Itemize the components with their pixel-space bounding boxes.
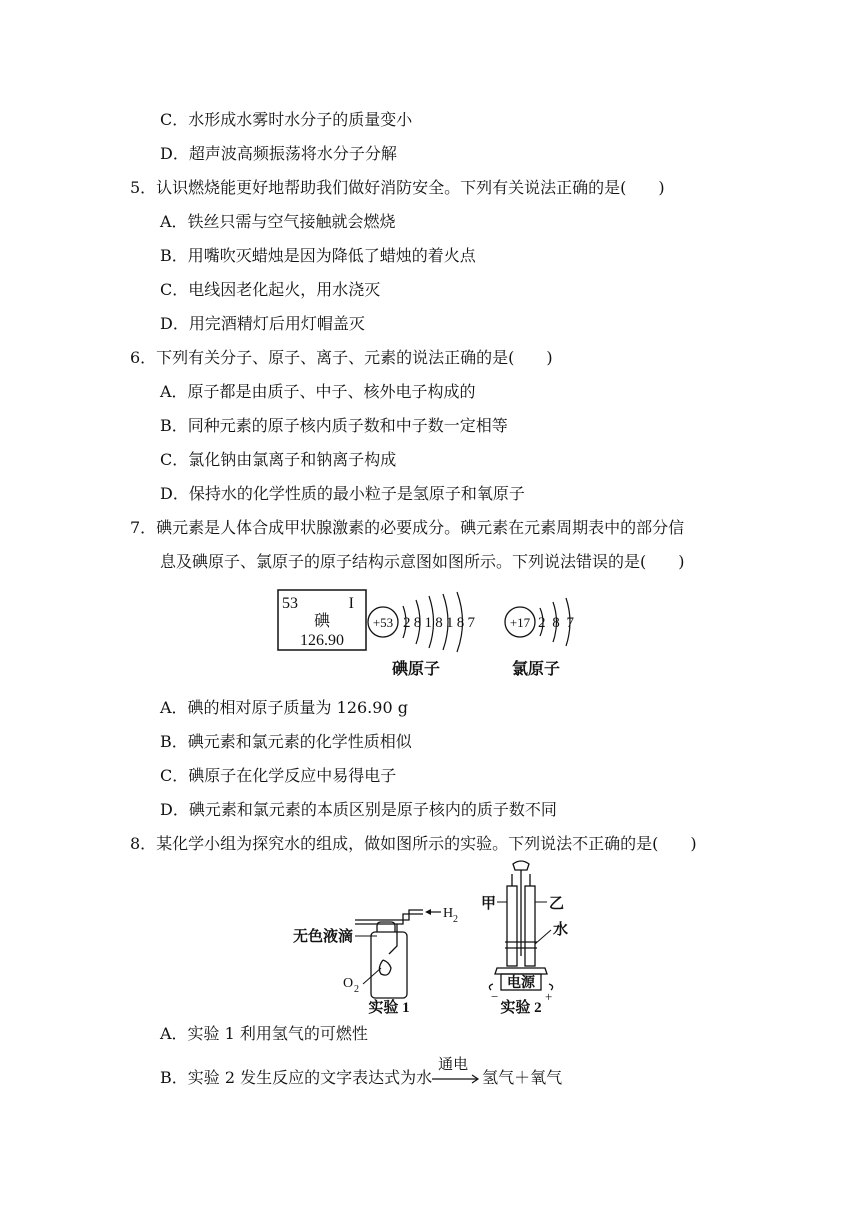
q7-option-b: B．碘元素和氯元素的化学性质相似 bbox=[160, 732, 412, 751]
exp1-o2-subscript: 2 bbox=[354, 984, 359, 995]
q7-stem-line2: 息及碘原子、氯原子的原子结构示意图如图所示。下列说法错误的是( ) bbox=[160, 552, 685, 571]
q4-option-c: C．水形成水雾时水分子的质量变小 bbox=[160, 110, 413, 129]
q8-option-b-suffix: 氢气＋氧气 bbox=[482, 1068, 563, 1087]
q7-option-d: D．碘元素和氯元素的本质区别是原子核内的质子数不同 bbox=[160, 800, 557, 819]
cell-atomic-mass: 126.90 bbox=[300, 632, 344, 649]
cell-element-name: 碘 bbox=[313, 613, 331, 630]
exp1-o2-leader bbox=[363, 968, 381, 984]
exp2-plus-sign: + bbox=[545, 989, 553, 1004]
exp2-minus-sign: − bbox=[491, 989, 499, 1004]
cell-element-symbol: I bbox=[348, 595, 354, 612]
q5-option-b: B．用嘴吹灭蜡烛是因为降低了蜡烛的着火点 bbox=[160, 246, 476, 265]
iodine-caption: 碘原子 bbox=[391, 661, 441, 678]
exp1-caption: 实验 1 bbox=[368, 1000, 410, 1016]
q8-option-b bbox=[160, 1055, 563, 1088]
q5-stem: 5．认识燃烧能更好地帮助我们做好消防安全。下列有关说法正确的是( ) bbox=[130, 178, 665, 197]
exp1-bottle bbox=[355, 910, 423, 998]
exp2-power-label: 电源 bbox=[507, 976, 535, 991]
q6-option-a: A．原子都是由质子、中子、核外电子构成的 bbox=[160, 382, 476, 401]
q8-experiment-figure bbox=[285, 856, 595, 1018]
cell-atomic-number: 53 bbox=[282, 595, 298, 612]
q6-stem: 6．下列有关分子、原子、离子、元素的说法正确的是( ) bbox=[130, 348, 553, 367]
exp1-drop-label: 无色液滴 bbox=[293, 929, 354, 945]
q7-atom-structure-figure bbox=[270, 582, 590, 686]
iodine-shell-arcs bbox=[403, 592, 463, 652]
reaction-arrow-icon bbox=[432, 1074, 482, 1084]
q6-option-c: C．氯化钠由氯离子和钠离子构成 bbox=[160, 450, 397, 469]
exp1-h2-subscript: 2 bbox=[453, 914, 458, 925]
chlorine-caption: 氯原子 bbox=[511, 661, 561, 678]
q7-option-a: A．碘的相对原子质量为 126.90 g bbox=[160, 698, 408, 717]
q8-stem: 8．某化学小组为探究水的组成，做如图所示的实验。下列说法不正确的是( ) bbox=[130, 834, 697, 853]
exp1-o2-label: O bbox=[343, 976, 354, 991]
exp1-h2-label: H bbox=[443, 906, 454, 921]
exp1-h2-arrowhead bbox=[425, 909, 431, 915]
iodine-electron-counts: 2818187 bbox=[403, 615, 475, 631]
q6-option-d: D．保持水的化学性质的最小粒子是氢原子和氧原子 bbox=[160, 484, 525, 503]
iodine-nucleus-charge: +53 bbox=[372, 615, 394, 630]
q7-stem-line1: 7．碘元素是人体合成甲状腺激素的必要成分。碘元素在元素周期表中的部分信 bbox=[130, 518, 685, 537]
exp2-caption: 实验 2 bbox=[500, 1000, 542, 1016]
q4-option-d: D．超声波高频振荡将水分子分解 bbox=[160, 144, 397, 163]
q7-option-c: C．碘原子在化学反应中易得电子 bbox=[160, 766, 397, 785]
q5-option-a: A．铁丝只需与空气接触就会燃烧 bbox=[160, 212, 396, 231]
exp2-left-label: 甲 bbox=[481, 896, 497, 912]
exp2-apparatus bbox=[489, 861, 552, 990]
exp2-water-label: 水 bbox=[553, 922, 569, 938]
q5-option-c: C．电线因老化起火，用水浇灭 bbox=[160, 280, 381, 299]
exp2-water-leader bbox=[535, 930, 551, 944]
reaction-condition: 通电 bbox=[438, 1055, 469, 1073]
chlorine-electron-counts: 287 bbox=[538, 615, 574, 631]
q8-option-a: A．实验 1 利用氢气的可燃性 bbox=[160, 1024, 368, 1043]
chlorine-nucleus-charge: +17 bbox=[509, 615, 531, 630]
q8-option-b-prefix: B．实验 2 发生反应的文字表达式为水 bbox=[160, 1068, 433, 1087]
exp2-right-label: 乙 bbox=[549, 896, 565, 912]
q5-option-d: D．用完酒精灯后用灯帽盖灭 bbox=[160, 314, 365, 333]
q6-option-b: B．同种元素的原子核内质子数和中子数一定相等 bbox=[160, 416, 508, 435]
reaction-arrow bbox=[432, 1055, 482, 1088]
